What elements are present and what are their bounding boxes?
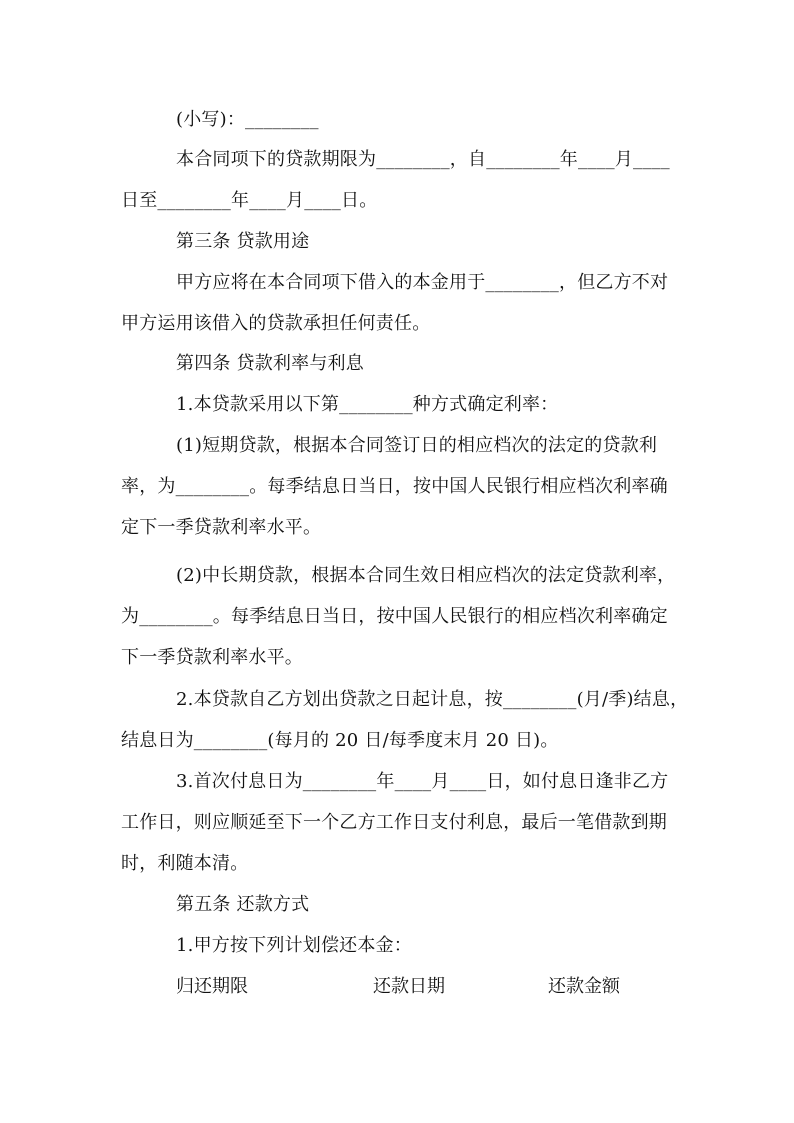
- first-payment-line-2: 工作日，则应顺延至下一个乙方工作日支付利息，最后一笔借款到期: [121, 812, 667, 833]
- first-payment-line-3: 时，利随本清。: [121, 853, 249, 874]
- article-three-heading: 第三条 贷款用途: [176, 231, 310, 252]
- long-term-loan-line-2: 为________。每季结息日当日，按中国人民银行的相应档次利率确定: [121, 606, 668, 627]
- loan-term-line-2: 日至________年____月____日。: [121, 190, 378, 211]
- article-four-heading: 第四条 贷款利率与利息: [176, 353, 364, 374]
- interest-start-line: 2.本贷款自乙方划出贷款之日起计息，按________(月/季)结息，: [176, 689, 689, 710]
- repayment-plan-line: 1.甲方按下列计划偿还本金：: [176, 935, 412, 956]
- long-term-loan-line-1: (2)中长期贷款，根据本合同生效日相应档次的法定贷款利率，: [176, 565, 676, 586]
- interest-method-line: 1.本贷款采用以下第________种方式确定利率：: [176, 394, 559, 415]
- short-term-loan-line-3: 定下一季贷款利率水平。: [121, 517, 322, 538]
- repayment-period-header: 归还期限: [176, 976, 248, 997]
- article-five-heading: 第五条 还款方式: [176, 894, 310, 915]
- loan-purpose-line-2: 甲方运用该借入的贷款承担任何责任。: [121, 313, 431, 334]
- first-payment-line-1: 3.首次付息日为________年____月____日，如付息日逢非乙方: [176, 771, 669, 792]
- repayment-amount-header: 还款金额: [548, 976, 620, 997]
- short-term-loan-line-2: 率，为________。每季结息日当日，按中国人民银行相应档次利率确: [121, 476, 668, 497]
- long-term-loan-line-3: 下一季贷款利率水平。: [121, 647, 303, 668]
- interest-date-line: 结息日为________(每月的 20 日/每季度末月 20 日)。: [121, 730, 559, 751]
- repayment-date-header: 还款日期: [373, 976, 445, 997]
- loan-purpose-line-1: 甲方应将在本合同项下借入的本金用于________，但乙方不对: [176, 272, 669, 293]
- short-term-loan-line-1: (1)短期贷款，根据本合同签订日的相应档次的法定的贷款利: [176, 435, 658, 456]
- amount-lowercase-line: (小写)：________: [176, 109, 319, 130]
- loan-term-line-1: 本合同项下的贷款期限为________，自________年____月____: [176, 149, 670, 170]
